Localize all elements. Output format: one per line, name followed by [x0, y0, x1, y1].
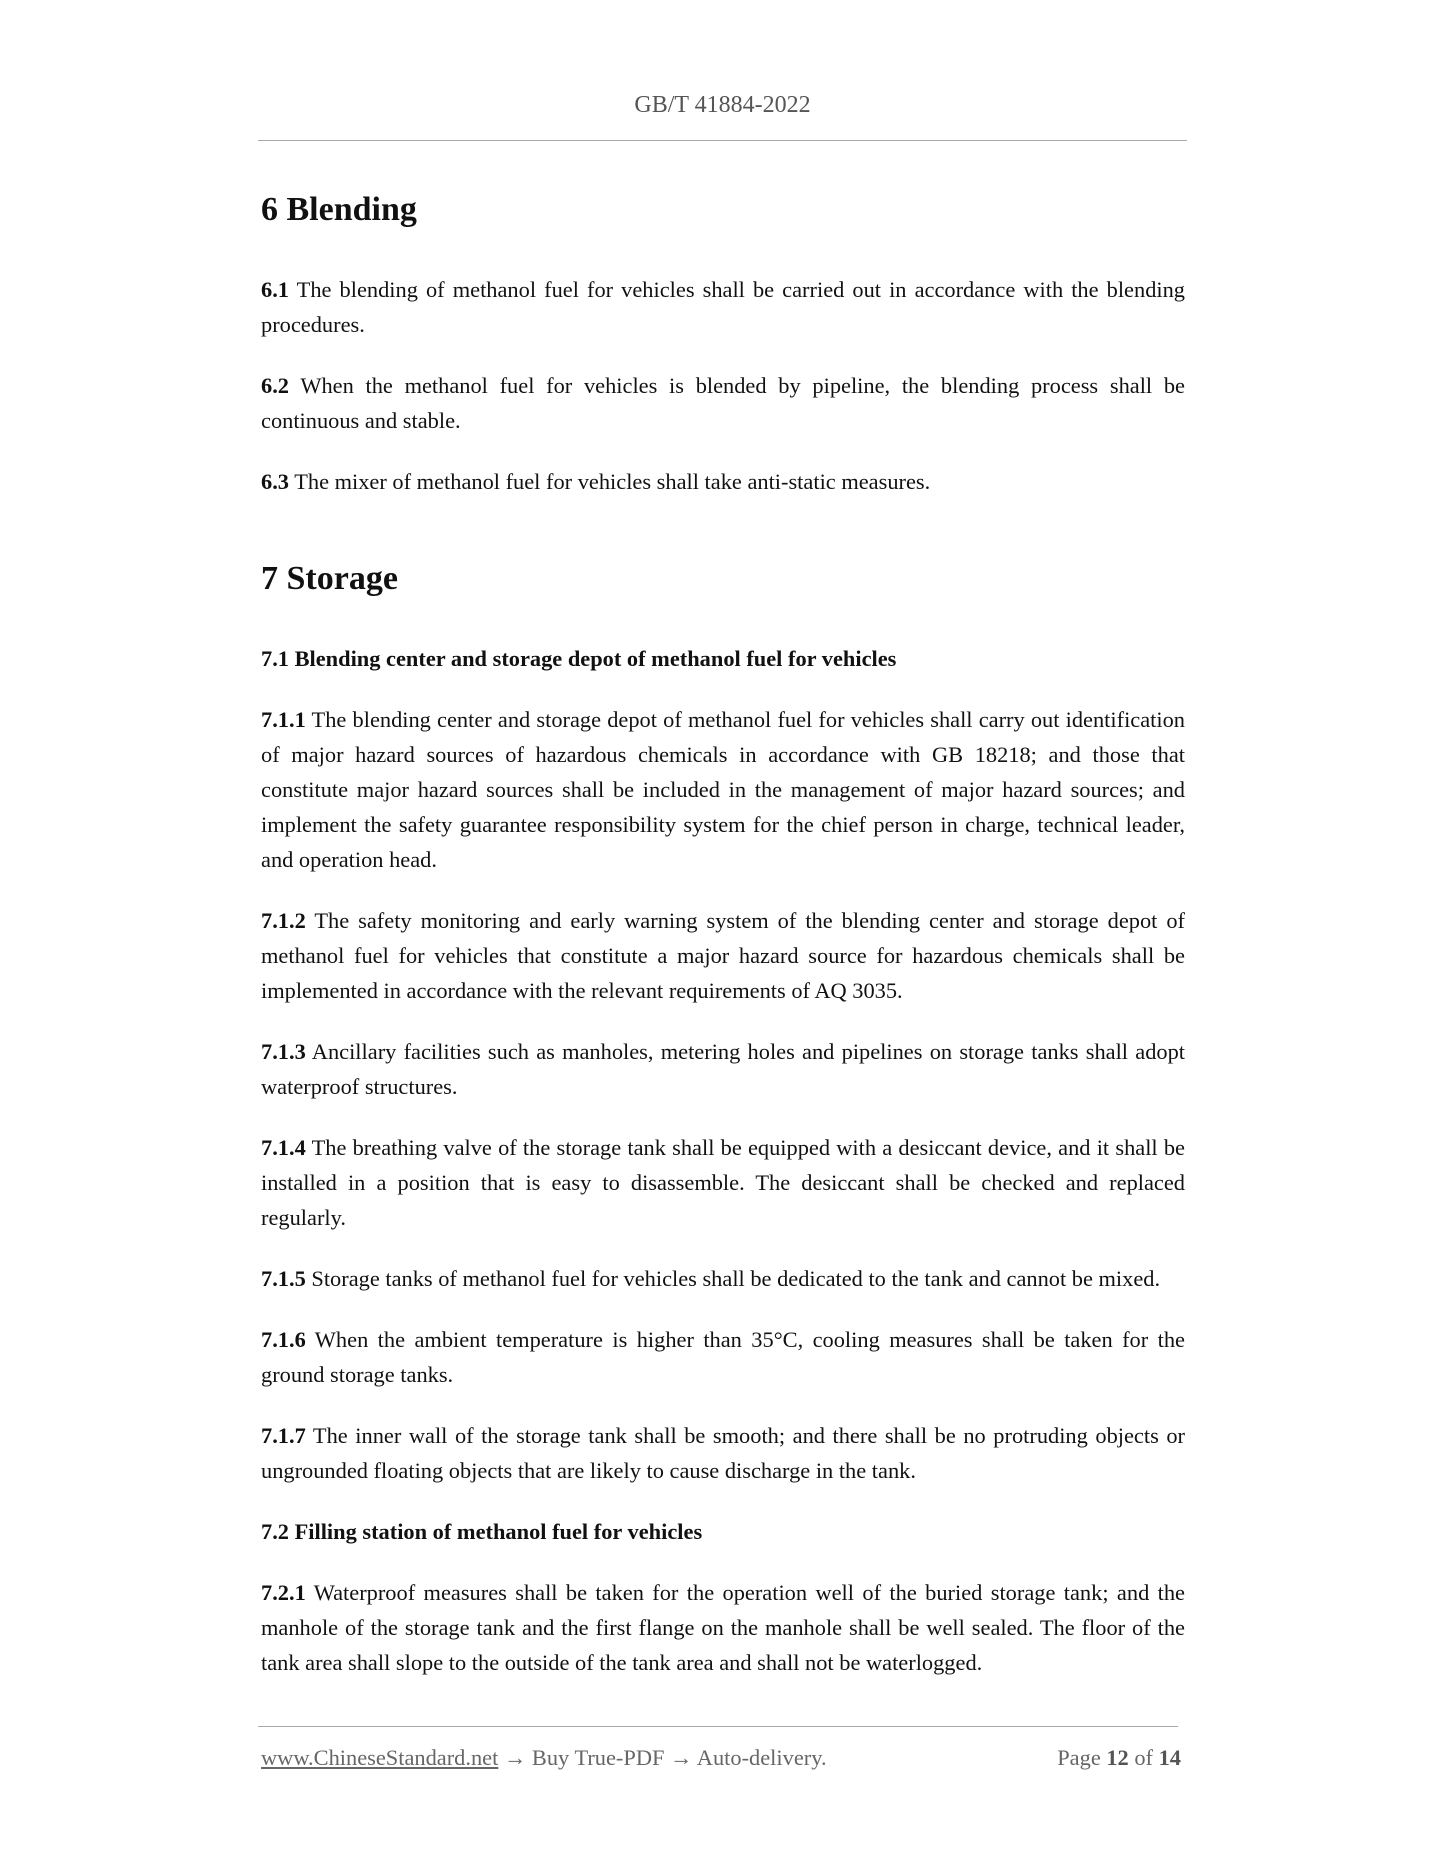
- clause-number: 6.1: [261, 277, 289, 302]
- page-total: 14: [1158, 1745, 1181, 1770]
- footer-divider: [258, 1726, 1178, 1727]
- clause-number: 7.1.2: [261, 908, 306, 933]
- section-heading-blending: 6 Blending: [261, 191, 417, 228]
- clause-7-1-4: [261, 1130, 1185, 1235]
- clause-number: 7.2.1: [261, 1580, 306, 1605]
- clause-7-1-5: [261, 1261, 1185, 1296]
- buy-text: → Buy True-PDF → Auto-delivery.: [498, 1745, 827, 1770]
- section-heading-storage: 7 Storage: [261, 560, 398, 597]
- subsection-heading-7-2: 7.2 Filling station of methanol fuel for vehicles: [261, 1519, 703, 1544]
- page-header: GB/T 41884-2022: [634, 92, 811, 118]
- of-label: of: [1128, 1745, 1159, 1770]
- header-divider: [258, 140, 1187, 141]
- clause-text: When the ambient temperature is higher than 35°C, cooling measures shall be taken for the ground storage tanks.: [261, 1327, 1185, 1387]
- clause-6-3: [261, 464, 1185, 499]
- page-indicator: [1057, 1745, 1181, 1771]
- clause-number: 6.2: [261, 373, 289, 398]
- clause-6-2: [261, 368, 1185, 438]
- clause-7-1-6: [261, 1322, 1185, 1392]
- clause-number: 7.1.6: [261, 1327, 306, 1352]
- clause-7-1-3: [261, 1034, 1185, 1104]
- subsection-heading-7-1: 7.1 Blending center and storage depot of methanol fuel for vehicles: [261, 646, 897, 671]
- clause-7-1-7: [261, 1418, 1185, 1488]
- website-link[interactable]: www.ChineseStandard.net: [261, 1745, 499, 1770]
- clause-text: The inner wall of the storage tank shall be smooth; and there shall be no protruding objects or ungrounded floating objects that are likely to cause discharge in the tank.: [261, 1423, 1185, 1483]
- clause-text: Storage tanks of methanol fuel for vehicles shall be dedicated to the tank and cannot be mixed.: [305, 1266, 1161, 1291]
- clause-text: The blending of methanol fuel for vehicles shall be carried out in accordance with the blending procedures.: [261, 277, 1185, 337]
- clause-6-1: [261, 272, 1185, 342]
- clause-text: When the methanol fuel for vehicles is blended by pipeline, the blending process shall be continuous and stable.: [261, 373, 1185, 433]
- clause-number: 7.1.5: [261, 1266, 306, 1291]
- document-body: [261, 190, 1185, 1706]
- page-number: 12: [1106, 1745, 1129, 1770]
- clause-text: The safety monitoring and early warning system of the blending center and storage depot of methanol fuel for vehicles that constitute a major hazard source for hazardous chemicals shall be implemented in accordance with the relevant requirements of AQ 3035.: [261, 908, 1185, 1003]
- clause-text: Ancillary facilities such as manholes, metering holes and pipelines on storage tanks shall adopt waterproof structures.: [261, 1039, 1185, 1099]
- clause-7-2-1: [261, 1575, 1185, 1680]
- clause-7-1-1: [261, 702, 1185, 877]
- footer-promo: [261, 1745, 827, 1771]
- clause-number: 6.3: [261, 469, 289, 494]
- clause-number: 7.1.4: [261, 1135, 306, 1160]
- clause-number: 7.1.1: [261, 707, 306, 732]
- clause-number: 7.1.7: [261, 1423, 306, 1448]
- clause-text: The blending center and storage depot of methanol fuel for vehicles shall carry out identification of major hazard sources of hazardous chemicals in accordance with GB 18218; and those that constitute major hazard sources shall be included in the management of major hazard sources; and implement the safety guarantee responsibility system for the chief person in charge, technical leader, and operation head.: [261, 707, 1185, 872]
- clause-text: The breathing valve of the storage tank shall be equipped with a desiccant device, and it shall be installed in a position that is easy to disassemble. The desiccant shall be checked and replaced regularly.: [261, 1135, 1185, 1230]
- page-label: Page: [1057, 1745, 1107, 1770]
- clause-text: Waterproof measures shall be taken for the operation well of the buried storage tank; and the manhole of the storage tank and the first flange on the manhole shall be well sealed. The floor of the tank area shall slope to the outside of the tank area and shall not be waterlogged.: [261, 1580, 1185, 1675]
- clause-text: The mixer of methanol fuel for vehicles shall take anti-static measures.: [289, 469, 931, 494]
- clause-7-1-2: [261, 903, 1185, 1008]
- clause-number: 7.1.3: [261, 1039, 306, 1064]
